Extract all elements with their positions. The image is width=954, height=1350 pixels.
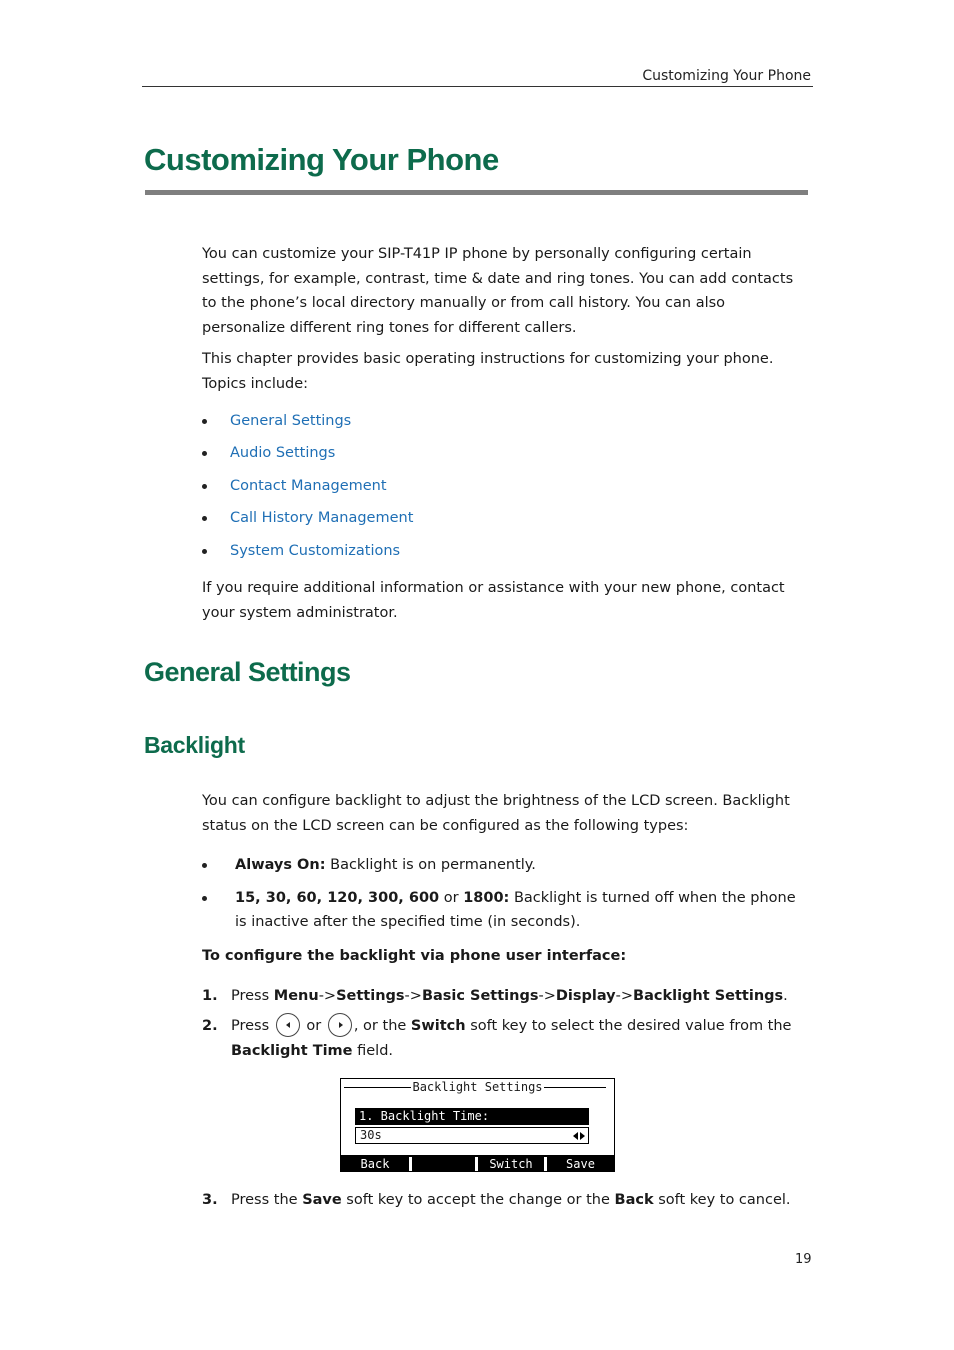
softkey-back: Back [341, 1157, 411, 1171]
type-desc: Backlight is turned off when the phone is inactive after the specified time (in seconds). [235, 889, 796, 930]
intro-paragraph-1: You can customize your SIP-T41P IP phone by personally configuring certain settings, for example, contrast, time & date and ring tones. You can add contacts to the phone’s local directory manually or from call history. You can also personalize different ring tones for different callers. [202, 246, 794, 336]
type-term: Always On: [235, 857, 326, 873]
list-item [202, 853, 807, 878]
step-text: soft key to cancel. [653, 1192, 791, 1208]
type-term: 15, 30, 60, 120, 300, 600 [235, 889, 440, 906]
chapter-title-rule [145, 190, 808, 195]
lcd-title: Backlight Settings [412, 1080, 543, 1094]
left-right-arrows-icon [573, 1132, 585, 1140]
step-end: field. [352, 1042, 394, 1059]
field-name: Backlight Time [231, 1042, 353, 1059]
subsection-title: Backlight [144, 732, 245, 758]
step-number: 1. [202, 988, 218, 1004]
topic-link-audio-settings[interactable]: Audio Settings [230, 445, 336, 461]
menu-path-item: Backlight Settings [633, 988, 784, 1004]
lcd-screen [340, 1078, 615, 1172]
back-key-label: Back [614, 1192, 654, 1208]
topic-link-system-customizations[interactable]: System Customizations [230, 543, 401, 559]
type-desc: Backlight is on permanently. [325, 857, 536, 873]
softkey-bar [341, 1155, 614, 1171]
running-header: Customizing Your Phone [642, 68, 811, 84]
step-text: soft key to accept the change or the [341, 1192, 615, 1208]
path-separator: -> [538, 988, 556, 1004]
list-item [202, 886, 807, 935]
step-text: Press [231, 988, 274, 1004]
backlight-types-list [202, 853, 807, 935]
intro-paragraph-2: This chapter provides basic operating instructions for customizing your phone. Topics include: [202, 351, 774, 392]
menu-path-item: Menu [273, 988, 319, 1004]
lcd-field-label: 1. Backlight Time: [355, 1108, 589, 1125]
menu-path-item: Basic Settings [421, 988, 539, 1004]
section-title: General Settings [144, 657, 351, 687]
step-text: Press the [231, 1192, 303, 1208]
bullet-icon [202, 484, 207, 489]
page-number: 19 [795, 1252, 812, 1267]
type-term-2: 1800: [463, 889, 510, 906]
softkey-empty [410, 1157, 477, 1171]
step-end: . [783, 988, 788, 1004]
step-text: soft key to select the desired value from the [465, 1018, 792, 1034]
navigation-right-key-icon [328, 1013, 352, 1037]
softkey-save: Save [545, 1157, 614, 1171]
step-number: 3. [202, 1192, 218, 1208]
switch-key-label: Switch [410, 1018, 466, 1034]
type-connector: or [439, 889, 464, 906]
menu-path-item: Settings [336, 988, 405, 1004]
menu-path-item: Display [555, 988, 616, 1004]
intro-paragraph-3: If you require additional information or assistance with your new phone, contact your system administrator. [202, 580, 785, 621]
step-text: Press [231, 1018, 270, 1034]
bullet-icon [202, 863, 207, 868]
topic-link-call-history-management[interactable]: Call History Management [230, 510, 414, 526]
step-text-or: or [306, 1018, 322, 1034]
procedure-title: To configure the backlight via phone user interface: [202, 948, 627, 964]
path-separator: -> [615, 988, 634, 1004]
topic-link-general-settings[interactable]: General Settings [230, 413, 352, 429]
step-text: , or the [353, 1018, 411, 1034]
navigation-left-key-icon [276, 1013, 300, 1037]
bullet-icon [202, 896, 207, 901]
bullet-icon [202, 419, 207, 424]
softkey-switch: Switch [476, 1157, 546, 1171]
step-number: 2. [202, 1018, 218, 1034]
lcd-field-value: 30s [355, 1127, 589, 1144]
save-key-label: Save [302, 1192, 342, 1208]
path-separator: -> [404, 988, 422, 1004]
bullet-icon [202, 549, 207, 554]
header-rule [142, 86, 813, 87]
bullet-icon [202, 451, 207, 456]
path-separator: -> [318, 988, 337, 1004]
chapter-title: Customizing Your Phone [144, 142, 499, 177]
topic-link-contact-management[interactable]: Contact Management [230, 478, 387, 494]
backlight-paragraph: You can configure backlight to adjust the brightness of the LCD screen. Backlight status on the LCD screen can be configured as the following types: [202, 793, 790, 834]
bullet-icon [202, 516, 207, 521]
